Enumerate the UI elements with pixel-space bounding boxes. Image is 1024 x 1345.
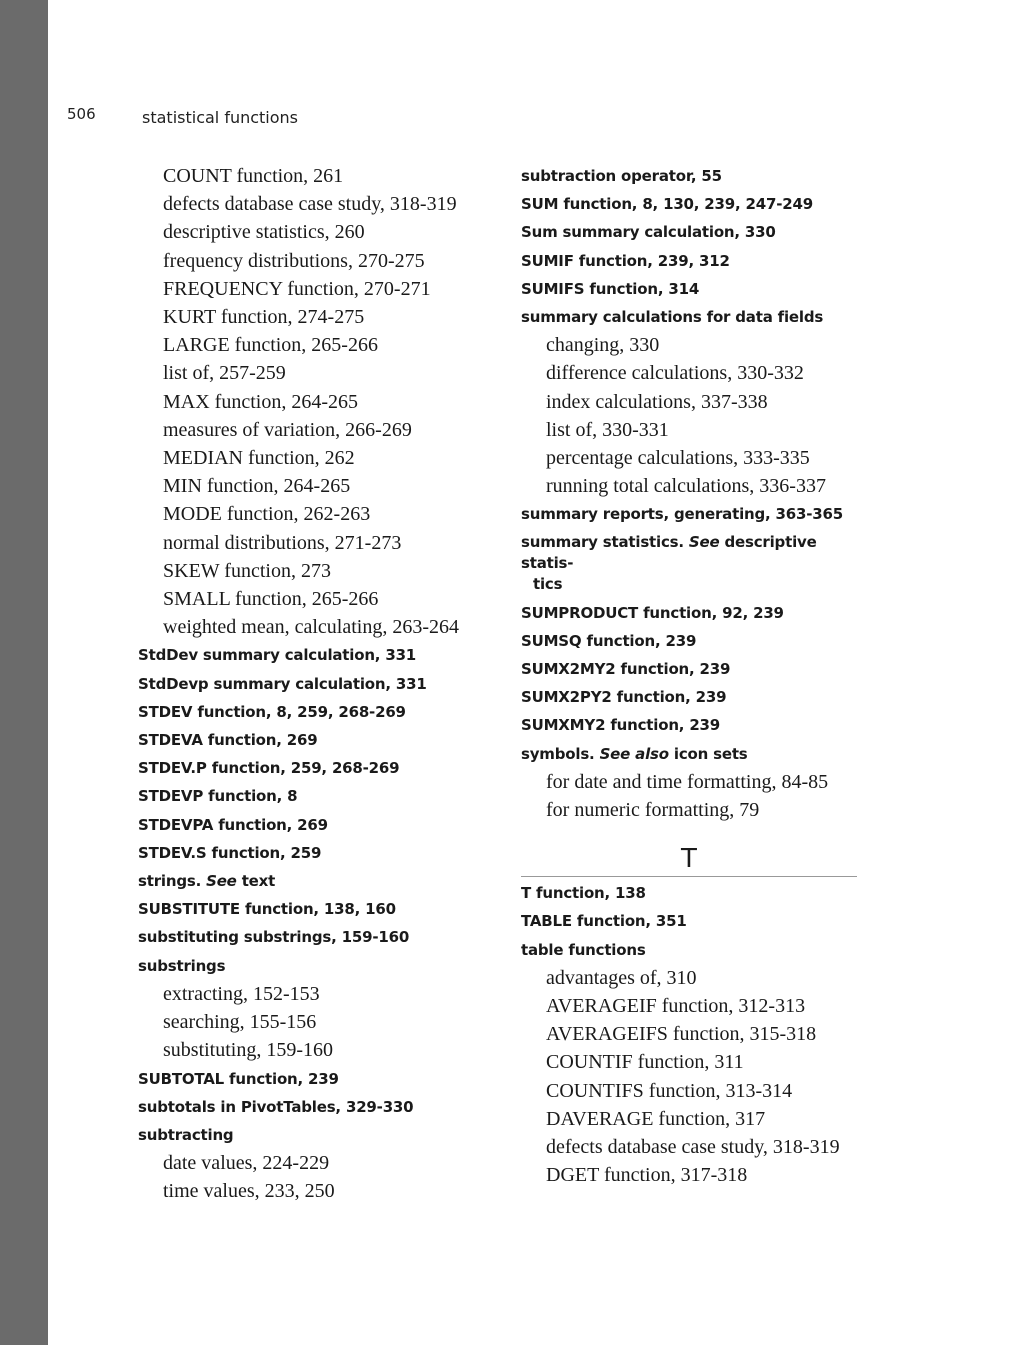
index-subentry: measures of variation, 266-269	[163, 418, 412, 441]
index-entry: STDEV.S function, 259	[138, 843, 322, 862]
see-reference: See	[206, 872, 237, 891]
entry-text: text	[236, 872, 276, 891]
index-subentry: date values, 224-229	[163, 1152, 330, 1175]
index-subentry: MEDIAN function, 262	[163, 447, 355, 470]
index-subentry: changing, 330	[546, 334, 660, 357]
index-entry: SUBSTITUTE function, 138, 160	[138, 900, 396, 919]
index-column-left	[138, 162, 488, 1206]
index-entry: StdDevp summary calculation, 331	[138, 674, 427, 693]
index-entry-cross-reference	[138, 867, 488, 895]
index-entry: TABLE function, 351	[521, 912, 687, 931]
index-entry: table functions	[521, 940, 646, 959]
index-entry: Sum summary calculation, 330	[521, 223, 776, 242]
index-subentry: list of, 257-259	[163, 362, 286, 385]
entry-text: summary statistics.	[521, 532, 689, 551]
index-subentry: COUNT function, 261	[163, 165, 344, 187]
index-subentry: list of, 330-331	[546, 418, 669, 441]
page-number: 506	[67, 105, 96, 123]
index-subentry: substituting, 159-160	[163, 1039, 334, 1062]
index-entry: summary calculations for data fields	[521, 308, 824, 327]
index-entry: StdDev summary calculation, 331	[138, 646, 417, 665]
index-subentry: for date and time formatting, 84-85	[546, 770, 829, 793]
index-entry: summary reports, generating, 363-365	[521, 505, 843, 524]
index-subentry: MODE function, 262-263	[163, 503, 371, 526]
index-subentry: MAX function, 264-265	[163, 390, 358, 413]
index-entry: T function, 138	[521, 884, 646, 903]
index-subentry: MIN function, 264-265	[163, 475, 351, 498]
index-subentry: running total calculations, 336-337	[546, 475, 826, 498]
index-subentry: for numeric formatting, 79	[546, 799, 760, 822]
index-subentry: percentage calculations, 333-335	[546, 447, 810, 470]
index-entry: subtracting	[138, 1125, 234, 1144]
index-subentry: COUNTIFS function, 313-314	[546, 1079, 793, 1102]
index-subentry: SMALL function, 265-266	[163, 588, 379, 611]
index-subentry: searching, 155-156	[163, 1011, 317, 1034]
index-subentry: extracting, 152-153	[163, 982, 320, 1005]
index-subentry: DAVERAGE function, 317	[546, 1107, 766, 1130]
index-subentry: index calculations, 337-338	[546, 390, 768, 413]
index-entry: substituting substrings, 159-160	[138, 928, 410, 947]
see-reference: See also	[599, 744, 669, 763]
index-entry: STDEVA function, 269	[138, 731, 318, 750]
entry-text: strings.	[138, 872, 207, 891]
index-entry: subtraction operator, 55	[521, 167, 722, 185]
index-entry: SUMIFS function, 314	[521, 279, 700, 298]
index-subentry: descriptive statistics, 260	[163, 221, 365, 244]
index-entry: STDEV function, 8, 259, 268-269	[138, 702, 406, 721]
index-subentry: advantages of, 310	[546, 966, 697, 989]
index-entry: SUMX2MY2 function, 239	[521, 660, 731, 679]
entry-text: icon sets	[668, 744, 748, 763]
index-subentry: LARGE function, 265-266	[163, 334, 378, 357]
index-column-right	[521, 162, 861, 1190]
index-subentry: FREQUENCY function, 270-271	[163, 277, 431, 300]
see-reference: See	[688, 532, 720, 551]
index-entry: SUM function, 8, 130, 239, 247-249	[521, 195, 813, 214]
entry-text: symbols.	[521, 744, 600, 763]
index-entry: STDEVPA function, 269	[138, 815, 328, 834]
index-entry: STDEV.P function, 259, 268-269	[138, 759, 400, 778]
index-entry: SUMIF function, 239, 312	[521, 251, 730, 270]
running-head: statistical functions	[142, 108, 299, 127]
index-subentry: difference calculations, 330-332	[546, 362, 804, 385]
index-subentry: SKEW function, 273	[163, 559, 331, 582]
index-subentry: time values, 233, 250	[163, 1180, 335, 1203]
entry-text: descriptive statis-	[521, 532, 817, 572]
index-subentry: DGET function, 317-318	[546, 1164, 748, 1187]
index-list-right-top	[521, 162, 861, 824]
book-spine-bar	[0, 0, 48, 1345]
index-list-right-bottom	[521, 879, 861, 1189]
index-subentry: AVERAGEIFS function, 315-318	[546, 1023, 817, 1046]
index-subentry: frequency distributions, 270-275	[163, 249, 425, 272]
index-entry: STDEVP function, 8	[138, 787, 298, 806]
index-entry: SUMX2PY2 function, 239	[521, 688, 727, 707]
index-subentry: weighted mean, calculating, 263-264	[163, 616, 460, 639]
section-letter-heading: T	[681, 844, 697, 875]
index-entry: SUMPRODUCT function, 92, 239	[521, 603, 784, 622]
index-subentry: defects database case study, 318-319	[163, 193, 457, 216]
index-entry-cross-reference	[521, 529, 861, 599]
index-subentry: COUNTIF function, 311	[546, 1051, 744, 1074]
index-entry: SUMXMY2 function, 239	[521, 716, 721, 735]
index-entry: SUMSQ function, 239	[521, 631, 697, 650]
section-divider	[521, 876, 857, 877]
index-entry-cross-reference	[521, 740, 861, 768]
entry-continuation: tics	[533, 574, 563, 593]
index-subentry: AVERAGEIF function, 312-313	[546, 995, 806, 1018]
index-entry: substrings	[138, 956, 226, 975]
index-entry: subtotals in PivotTables, 329-330	[138, 1097, 414, 1116]
index-subentry: normal distributions, 271-273	[163, 531, 402, 554]
index-subentry: defects database case study, 318-319	[546, 1136, 840, 1159]
index-subentry: KURT function, 274-275	[163, 306, 365, 329]
index-entry: SUBTOTAL function, 239	[138, 1069, 339, 1088]
